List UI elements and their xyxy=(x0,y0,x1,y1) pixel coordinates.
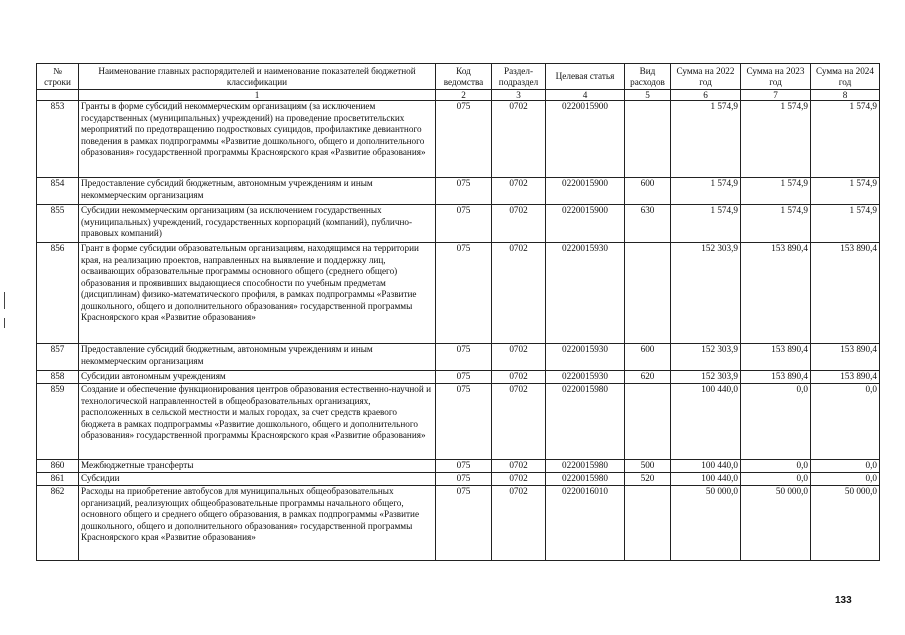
budget-table xyxy=(36,63,880,561)
row-dept-code: 075 xyxy=(436,101,492,178)
table-row xyxy=(37,205,880,243)
row-dept-code: 075 xyxy=(436,371,492,384)
row-target: 0220015900 xyxy=(546,101,625,178)
row-number: 854 xyxy=(37,178,79,205)
row-sum-2022: 152 303,9 xyxy=(671,344,741,371)
row-sum-2023: 153 890,4 xyxy=(741,344,811,371)
row-number: 860 xyxy=(37,460,79,473)
row-sum-2024: 153 890,4 xyxy=(811,243,880,344)
row-number: 855 xyxy=(37,205,79,243)
row-sum-2024: 153 890,4 xyxy=(811,344,880,371)
row-name: Предоставление субсидий бюджетным, автономным учреждениям и иным некоммерческим организациям xyxy=(79,178,436,205)
row-name: Субсидии автономным учреждениям xyxy=(79,371,436,384)
row-sum-2022: 100 440,0 xyxy=(671,473,741,486)
column-number xyxy=(37,90,79,101)
row-dept-code: 075 xyxy=(436,473,492,486)
table-header-row xyxy=(37,64,880,90)
row-expense-type xyxy=(625,243,671,344)
row-sum-2023: 153 890,4 xyxy=(741,243,811,344)
row-expense-type: 600 xyxy=(625,344,671,371)
row-sum-2023: 153 890,4 xyxy=(741,371,811,384)
row-sum-2022: 100 440,0 xyxy=(671,460,741,473)
row-dept-code: 075 xyxy=(436,243,492,344)
column-number: 2 xyxy=(436,90,492,101)
row-name: Грант в форме субсидии образовательным организациям, находящимся на территории края, на реализацию проектов, направленных на выявление и поддержку лиц, осваивающих образовательные программы основного общего (среднего общего) образования и проявивших выдающиеся способности по учебным предметам (дисциплинам) физико-математического профиля, в рамках подпрограммы «Развитие дошкольного, общего и дополнительного образования» государственной программы Красноярского края «Развитие образования» xyxy=(79,243,436,344)
row-sum-2022: 1 574,9 xyxy=(671,101,741,178)
header-sum-2023: Сумма на 2023 год xyxy=(741,64,811,90)
row-sum-2024: 50 000,0 xyxy=(811,486,880,561)
row-target: 0220015900 xyxy=(546,205,625,243)
row-number: 856 xyxy=(37,243,79,344)
column-number-row xyxy=(37,90,880,101)
table-row xyxy=(37,371,880,384)
row-section: 0702 xyxy=(492,243,546,344)
column-number: 1 xyxy=(79,90,436,101)
row-number: 857 xyxy=(37,344,79,371)
row-dept-code: 075 xyxy=(436,205,492,243)
row-dept-code: 075 xyxy=(436,486,492,561)
row-expense-type: 500 xyxy=(625,460,671,473)
page-number: 133 xyxy=(835,595,852,606)
row-number: 859 xyxy=(37,384,79,460)
table-row xyxy=(37,460,880,473)
row-name: Субсидии некоммерческим организациям (за исключением государственных (муниципальных) учреждений, государственных корпораций (компаний), публично-правовых компаний) xyxy=(79,205,436,243)
binding-mark xyxy=(4,318,5,328)
row-sum-2023: 1 574,9 xyxy=(741,178,811,205)
row-expense-type: 620 xyxy=(625,371,671,384)
row-target: 0220015930 xyxy=(546,371,625,384)
row-target: 0220016010 xyxy=(546,486,625,561)
row-sum-2023: 0,0 xyxy=(741,460,811,473)
row-number: 858 xyxy=(37,371,79,384)
row-sum-2023: 1 574,9 xyxy=(741,101,811,178)
row-section: 0702 xyxy=(492,178,546,205)
table-row xyxy=(37,473,880,486)
row-sum-2024: 1 574,9 xyxy=(811,178,880,205)
header-expense-type: Вид расходов xyxy=(625,64,671,90)
row-target: 0220015980 xyxy=(546,473,625,486)
row-number: 862 xyxy=(37,486,79,561)
table-row xyxy=(37,344,880,371)
row-name: Предоставление субсидий бюджетным, автономным учреждениям и иным некоммерческим организациям xyxy=(79,344,436,371)
row-section: 0702 xyxy=(492,384,546,460)
row-sum-2024: 1 574,9 xyxy=(811,205,880,243)
row-sum-2023: 0,0 xyxy=(741,384,811,460)
row-name: Создание и обеспечение функционирования центров образования естественно-научной и технологической направленностей в общеобразовательных организациях, расположенных в сельской местности и малых городах, за счет средств краевого бюджета в рамках подпрограммы «Развитие дошкольного, общего и дополнительного образования» государственной программы Красноярского края «Развитие образования» xyxy=(79,384,436,460)
row-target: 0220015930 xyxy=(546,243,625,344)
row-sum-2023: 50 000,0 xyxy=(741,486,811,561)
column-number: 4 xyxy=(546,90,625,101)
row-dept-code: 075 xyxy=(436,460,492,473)
table-row xyxy=(37,243,880,344)
row-expense-type: 600 xyxy=(625,178,671,205)
row-target: 0220015930 xyxy=(546,344,625,371)
column-number: 7 xyxy=(741,90,811,101)
row-sum-2022: 152 303,9 xyxy=(671,243,741,344)
header-name: Наименование главных распорядителей и наименование показателей бюджетной классификации xyxy=(79,64,436,90)
row-section: 0702 xyxy=(492,371,546,384)
row-target: 0220015980 xyxy=(546,460,625,473)
row-name: Расходы на приобретение автобусов для муниципальных общеобразовательных организаций, реализующих общеобразовательные программы начального общего, основного общего и среднего общего образования, в рамках подпрограммы «Развитие дошкольного, общего и дополнительного образования» государственной программы Красноярского края «Развитие образования» xyxy=(79,486,436,561)
table-row xyxy=(37,486,880,561)
row-sum-2024: 0,0 xyxy=(811,384,880,460)
row-sum-2023: 1 574,9 xyxy=(741,205,811,243)
binding-mark xyxy=(4,292,5,309)
header-row-no: № строки xyxy=(37,64,79,90)
column-number: 6 xyxy=(671,90,741,101)
header-dept-code: Код ведомства xyxy=(436,64,492,90)
row-sum-2022: 50 000,0 xyxy=(671,486,741,561)
row-dept-code: 075 xyxy=(436,384,492,460)
row-sum-2024: 1 574,9 xyxy=(811,101,880,178)
budget-sheet xyxy=(36,63,880,561)
row-section: 0702 xyxy=(492,473,546,486)
row-section: 0702 xyxy=(492,205,546,243)
header-target: Целевая статья xyxy=(546,64,625,90)
row-expense-type xyxy=(625,101,671,178)
row-expense-type: 520 xyxy=(625,473,671,486)
row-target: 0220015980 xyxy=(546,384,625,460)
row-sum-2024: 0,0 xyxy=(811,460,880,473)
column-number: 5 xyxy=(625,90,671,101)
row-number: 861 xyxy=(37,473,79,486)
row-sum-2024: 153 890,4 xyxy=(811,371,880,384)
column-number: 3 xyxy=(492,90,546,101)
row-sum-2022: 152 303,9 xyxy=(671,371,741,384)
row-dept-code: 075 xyxy=(436,178,492,205)
row-expense-type xyxy=(625,384,671,460)
header-sum-2024: Сумма на 2024 год xyxy=(811,64,880,90)
row-expense-type: 630 xyxy=(625,205,671,243)
row-section: 0702 xyxy=(492,460,546,473)
row-sum-2022: 1 574,9 xyxy=(671,178,741,205)
row-section: 0702 xyxy=(492,486,546,561)
row-section: 0702 xyxy=(492,344,546,371)
row-name: Гранты в форме субсидий некоммерческим организациям (за исключением государственных (муниципальных) учреждений) на проведение просветительских мероприятий по предотвращению подростковых суицидов, профилактике девиантного поведения в рамках подпрограммы «Развитие дошкольного, общего и дополнительного образования» государственной программы Красноярского края «Развитие образования» xyxy=(79,101,436,178)
row-sum-2024: 0,0 xyxy=(811,473,880,486)
row-section: 0702 xyxy=(492,101,546,178)
row-name: Межбюджетные трансферты xyxy=(79,460,436,473)
table-row xyxy=(37,384,880,460)
row-sum-2022: 100 440,0 xyxy=(671,384,741,460)
table-row xyxy=(37,178,880,205)
row-expense-type xyxy=(625,486,671,561)
column-number: 8 xyxy=(811,90,880,101)
header-section: Раздел-подраздел xyxy=(492,64,546,90)
row-dept-code: 075 xyxy=(436,344,492,371)
row-number: 853 xyxy=(37,101,79,178)
table-row xyxy=(37,101,880,178)
row-sum-2022: 1 574,9 xyxy=(671,205,741,243)
row-name: Субсидии xyxy=(79,473,436,486)
row-target: 0220015900 xyxy=(546,178,625,205)
row-sum-2023: 0,0 xyxy=(741,473,811,486)
header-sum-2022: Сумма на 2022 год xyxy=(671,64,741,90)
